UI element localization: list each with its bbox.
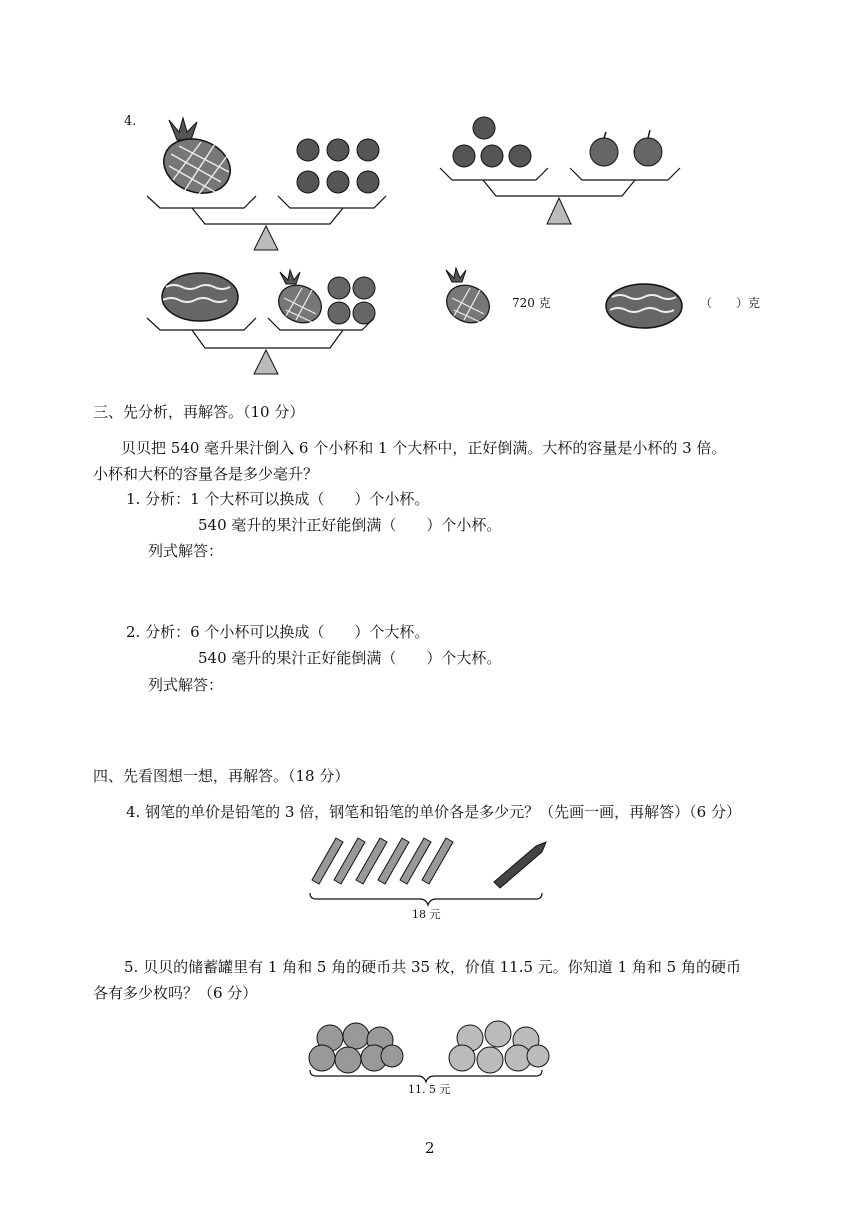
problem-number: 4.: [124, 114, 137, 129]
pen-pencil-total: 18 元: [412, 908, 441, 921]
page-number: 2: [425, 1139, 435, 1157]
pineapple-weight: 720 克: [512, 296, 551, 310]
five-jiao-coin-icon: [449, 1021, 549, 1073]
section-3-q2-line1: 2. 分析：6 个小杯可以换成（ ）个大杯。: [126, 623, 430, 641]
section-3-intro-line1: 贝贝把 540 毫升果汁倒入 6 个小杯和 1 个大杯中，正好倒满。大杯的容量是小杯的 3 倍。: [121, 439, 727, 457]
section-4-heading: 四、先看图想一想，再解答。（18 分）: [93, 767, 350, 785]
one-jiao-coin-icon: [309, 1023, 403, 1073]
section-3-q1-line1: 1. 分析：1 个大杯可以换成（ ）个小杯。: [126, 490, 430, 508]
section-4-q5-line2: 各有多少枚吗？（6 分）: [93, 984, 258, 1002]
section-4-q4: 4. 钢笔的单价是铅笔的 3 倍，钢笔和铅笔的单价各是多少元？（先画一画，再解答）（6 分）: [126, 803, 741, 821]
section-3-intro-line2: 小杯和大杯的容量各是多少毫升？: [93, 465, 319, 483]
watermelon-weight: （ ）克: [700, 296, 761, 310]
section-3-q2-line2: 540 毫升的果汁正好能倒满（ ）个大杯。: [198, 649, 502, 667]
coins-total: 11. 5 元: [408, 1083, 451, 1096]
section-3-q1-line2: 540 毫升的果汁正好能倒满（ ）个小杯。: [198, 516, 502, 534]
section-3-q1-answer: 列式解答：: [148, 542, 224, 560]
section-3-q2-answer: 列式解答：: [148, 676, 224, 694]
section-4-q5-line1: 5. 贝贝的储蓄罐里有 1 角和 5 角的硬币共 35 枚，价值 11.5 元。你知道 1 角和 5 角的硬币: [124, 958, 741, 976]
section-3-heading: 三、先分析，再解答。（10 分）: [93, 403, 305, 421]
